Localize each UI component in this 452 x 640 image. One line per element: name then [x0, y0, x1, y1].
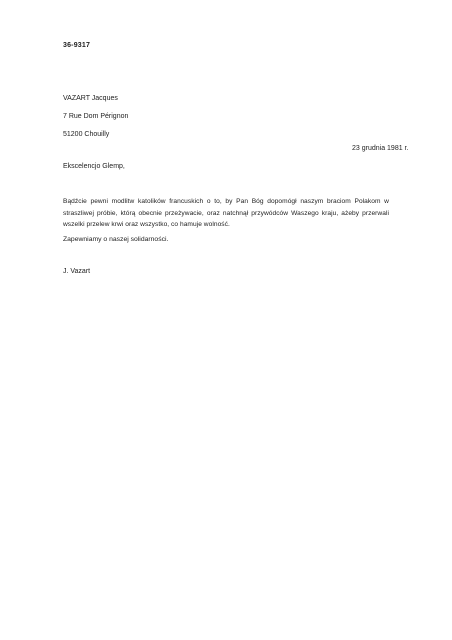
letter-date: 23 grudnia 1981 r.	[352, 145, 409, 152]
letter-closing: Zapewniamy o naszej solidarności.	[63, 236, 169, 243]
sender-name: VAZART Jacques	[63, 95, 118, 102]
sender-street: 7 Rue Dom Pérignon	[63, 113, 129, 120]
letter-body: Bądźcie pewni modlitw katolików francuskich o to, by Pan Bóg dopomógł naszym braciom Polakom w straszliwej próbie, którą obecnie przeżywacie, oraz natchnął przywódców Waszego kraju, ażeby przerwali wszelki przelew krwi oraz wszystko, co hamuje wolność.	[63, 198, 389, 228]
sender-city: 51200 Chouilly	[63, 131, 110, 138]
sender-address-block	[63, 95, 128, 149]
document-id: 36-9317	[63, 42, 91, 49]
letter-greeting: Ekscelencjo Glemp,	[63, 163, 125, 170]
letter-signature: J. Vazart	[63, 268, 91, 275]
